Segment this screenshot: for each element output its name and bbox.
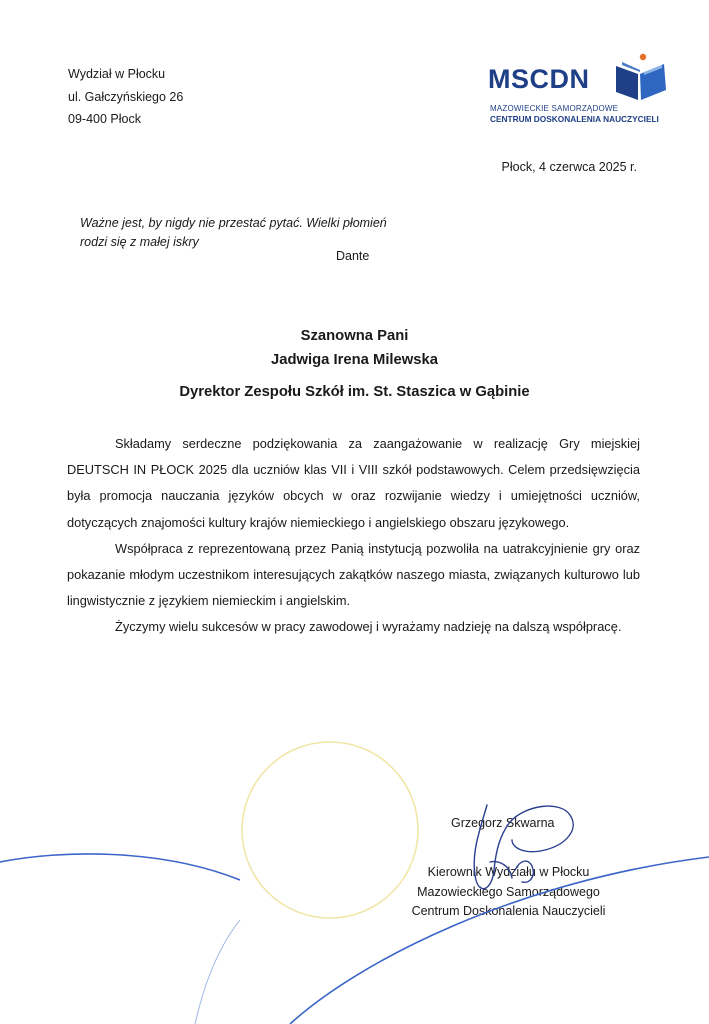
logo-subtitle-2: CENTRUM DOSKONALENIA NAUCZYCIELI [490,114,659,124]
quote-author: Dante [336,249,370,263]
signatory-title-line-1: Kierownik Wydziału w Płocku [427,865,590,879]
decorative-curve-left [0,854,240,880]
sender-line-1: Wydział w Płocku [68,67,166,81]
signatory-title-line-3: Centrum Doskonalenia Nauczycieli [411,904,606,918]
sender-address [68,63,183,131]
logo-subtitle-1: MAZOWIECKIE SAMORZĄDOWE [490,104,619,113]
open-book-icon [610,52,670,102]
logo-wordmark: MSCDN [488,64,590,94]
greeting: Szanowna Pani [300,328,409,344]
sender-line-2: ul. Gałczyńskiego 26 [68,89,184,104]
mscdn-logo [488,52,673,130]
recipient-name: Jadwiga Irena Milewska [271,352,438,368]
body-paragraph-1: Składamy serdeczne podziękowania za zaangażowanie w realizację Gry miejskiej DEUTSCH IN PŁOCK 2025 dla uczniów klas VII i VIII szkół podstawowych. Celem przedsięwzięcia była promocja nauczania języków obcych w oraz rozwijanie wiedzy i umiejętności uczniów, dotyczących znajomości kultury krajów niemieckiego i angielskiego obszaru językowego. [67,436,640,530]
quote-text: Ważne jest, by nigdy nie przestać pytać. Wielki płomień rodzi się z małej iskry [80,216,387,249]
sender-line-3: 09-400 Płock [68,112,141,126]
signatory-title-line-2: Mazowieckiego Samorządowego [417,884,600,899]
letter-date: Płock, 4 czerwca 2025 r. [501,160,637,174]
signatory-name: Grzegorz Skwarna [451,816,555,830]
decorative-curve-bottom [195,920,240,1024]
faint-seal [242,742,418,918]
body-paragraph-2: Współpraca z reprezentowaną przez Panią instytucją pozwoliła na uatrakcyjnienie gry oraz pokazanie młodym uczestnikom interesujących zakątków naszego miasta, związanych kulturowo lub lingwistycznie z językiem niemieckim i angielskim. [67,540,640,609]
recipient-title: Dyrektor Zespołu Szkół im. St. Staszica w Gąbinie [179,384,530,400]
body-paragraph-3: Życzymy wielu sukcesów w pracy zawodowej i wyrażamy nadzieję na dalszą współpracę. [115,619,622,635]
letter-body [67,431,640,641]
signatory-title [396,863,621,922]
